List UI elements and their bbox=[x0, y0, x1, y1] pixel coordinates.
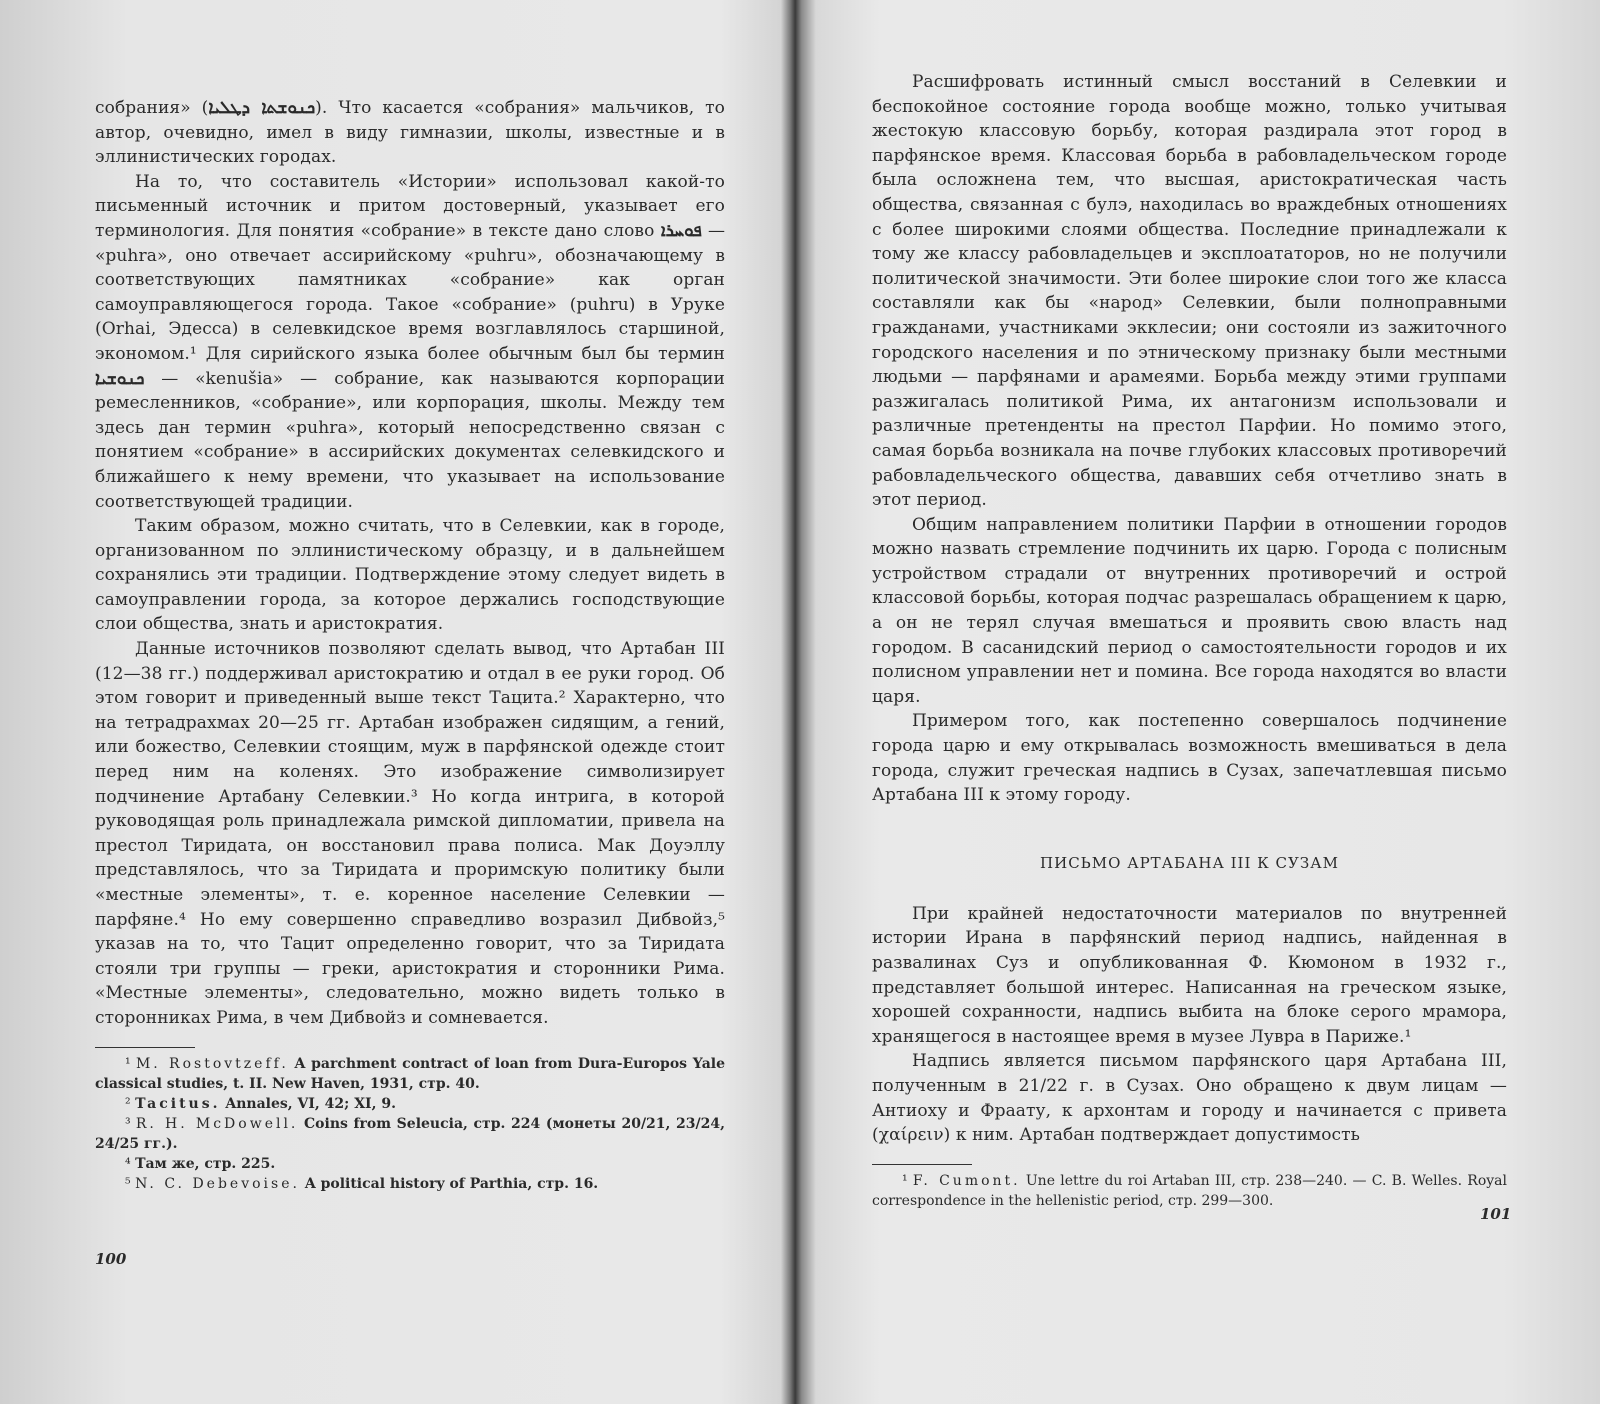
footnote: ³ R. H. McDowell. Coins from Seleucia, стр. 224 (монеты 20/21, 23/24, 24/25 гг.). bbox=[95, 1115, 725, 1152]
right-text-column bbox=[872, 70, 1507, 1211]
syriac-word: ܟܢܘܫܬܐ ܕܛܠܝܐ bbox=[208, 98, 316, 118]
footnote: ⁴ Там же, стр. 225. bbox=[125, 1155, 276, 1172]
footnote: ² Tacitus. Annales, VI, 42; XI, 9. bbox=[125, 1095, 396, 1112]
paragraph: Надпись является письмом парфянского царя Артабана III, полученным в 21/22 г. в Сузах. Оно обращено к двум лицам — Антиоху и Фраату, к архонтам и городу и начинается с привета (χαίρειν) к ним. Артабан подтверждает допустимость bbox=[872, 1051, 1507, 1146]
footnote: ⁵ N. C. Debevoise. A political history of Parthia, стр. 16. bbox=[125, 1175, 599, 1192]
right-page bbox=[800, 0, 1600, 1404]
paragraph: На то, что составитель «Истории» использовал какой-то письменный источник и притом достоверный, указывает его терминология. Для понятия «собрание» в тексте дано слово ܦܘܚܪܐ — «puhra», оно отвечает ассирийскому «puhru», обозначающему в соответствующих памятниках «собрание» как орган самоуправляющегося города. Такое «собрание» (puhru) в Уруке (Orhai, Эдесса) в селевкидское время возглавлялось старшиной, экономом.¹ Для сирийского языка более обычным был бы термин ܟܢܘܫܝܐ — «kenušia» — собрание, как называются корпорации ремесленников, «собрание», или корпорация, школы. Между тем здесь дан термин «puhra», который непосредственно связан с понятием «собрание» в ассирийских документах селевкидского и ближайшего к нему времени, что указывает на использование соответствующей традиции. bbox=[95, 171, 725, 512]
syriac-word: ܦܘܚܪܐ bbox=[660, 220, 702, 241]
paragraph: Данные источников позволяют сделать вывод, что Артабан III (12—38 гг.) поддерживал аристократию и отдал в ее руки город. Об этом говорит и приведенный выше текст Тацита.² Характерно, что на тетрадрахмах 20—25 гг. Артабан изображен сидящим, а гений, или божество, Селевкии стоящим, муж в парфянской одежде стоит перед ним на коленях. Это изображение символизирует подчинение Артабану Селевкии.³ Но когда интрига, в которой руководящая роль принадлежала римской дипломатии, привела на престол Тиридата, он восстановил права полиса. Мак Доуэллу представлялось, что за Тиридата и проримскую политику были «местные элементы», т. е. коренное население Селевкии — парфяне.⁴ Но ему совершенно справедливо возразил Дибвойз,⁵ указав на то, что Тацит определенно говорит, что за Тиридата стояли три группы — греки, аристократия и сторонники Рима. «Местные элементы», следовательно, можно видеть только в сторонниках Рима, в чем Дибвойз и сомневается. bbox=[95, 639, 725, 1028]
left-text-column bbox=[95, 96, 725, 1194]
paragraph: Таким образом, можно считать, что в Селевкии, как в городе, организованном по эллинистическому образцу, и в дальнейшем сохранялись эти традиции. Подтверждение этому следует видеть в самоуправлении города, за которое держались господствующие слои общества, знать и аристократия. bbox=[95, 516, 725, 635]
paragraph: Общим направлением политики Парфии в отношении городов можно назвать стремление подчинить их царю. Города с полисным устройством страдали от внутренних противоречий и острой классовой борьбы, которая подчас разрешалась обращением к царю, а он не терял случая вмешаться и проявить свою власть над городом. В сасанидский период о самостоятельности городов и их полисном управлении нет и помина. Все города находятся во власти царя. bbox=[872, 514, 1507, 707]
syriac-word: ܟܢܘܫܝܐ bbox=[95, 368, 145, 389]
footnote-rule bbox=[95, 1047, 195, 1048]
page-number: 100 bbox=[95, 1250, 127, 1268]
paragraph: собрания» (ܟܢܘܫܬܐ ܕܛܠܝܐ). Что касается «собрания» мальчиков, то автор, очевидно, имел в виду гимназии, школы, известные и в эллинистических городах. bbox=[95, 98, 725, 168]
page-number: 101 bbox=[1480, 1205, 1512, 1223]
footnote-rule bbox=[872, 1164, 972, 1165]
footnote: ¹ M. Rostovtzeff. A parchment contract of loan from Dura-Europos Yale classical studies, t. II. New Haven, 1931, стр. 40. bbox=[95, 1055, 725, 1092]
paragraph: Примером того, как постепенно совершалось подчинение города царю и ему открывалась возможность вмешиваться в дела города, служит греческая надпись в Сузах, запечатлевшая письмо Артабана III к этому городу. bbox=[872, 711, 1507, 806]
left-page bbox=[0, 0, 790, 1404]
footnote: ¹ F. Cumont. Une lettre du roi Artaban III, стр. 238—240. — C. B. Welles. Royal correspondence in the hellenistic period, стр. 299—300. bbox=[872, 1172, 1508, 1209]
section-heading: ПИСЬМО АРТАБАНА III К СУЗАМ bbox=[1040, 853, 1339, 872]
paragraph: При крайней недостаточности материалов по внутренней истории Ирана в парфянский период надпись, найденная в развалинах Суз и опубликованная Ф. Кюмоном в 1932 г., представляет большой интерес. Написанная на греческом языке, хорошей сохранности, надпись выбита на блоке серого мрамора, хранящегося в настоящее время в музее Лувра в Париже.¹ bbox=[872, 903, 1507, 1047]
paragraph: Расшифровать истинный смысл восстаний в Селевкии и беспокойное состояние города вообще можно, только учитывая жестокую классовую борьбу, которая раздирала этот город в парфянское время. Классовая борьба в рабовладельческом городе была осложнена тем, что высшая, аристократическая часть общества, связанная с булэ, находилась во враждебных отношениях с более широкими слоями общества. Последние принадлежали к тому же классу рабовладельцев и эксплоататоров, но не получили политической значимости. Эти более широкие слои того же класса составляли как бы «народ» Селевкии, были полноправными гражданами, участниками экклесии; они состояли из зажиточного городского населения и по этническому признаку были местными людьми — парфянами и арамеями. Борьба между этими группами разжигалась политикой Рима, их антагонизм использовали и различные претенденты на престол Парфии. Но помимо этого, самая борьба возникала на почве глубоких классовых противоречий рабовладельческого общества, дававших себя отчетливо знать в этот период. bbox=[872, 72, 1507, 511]
